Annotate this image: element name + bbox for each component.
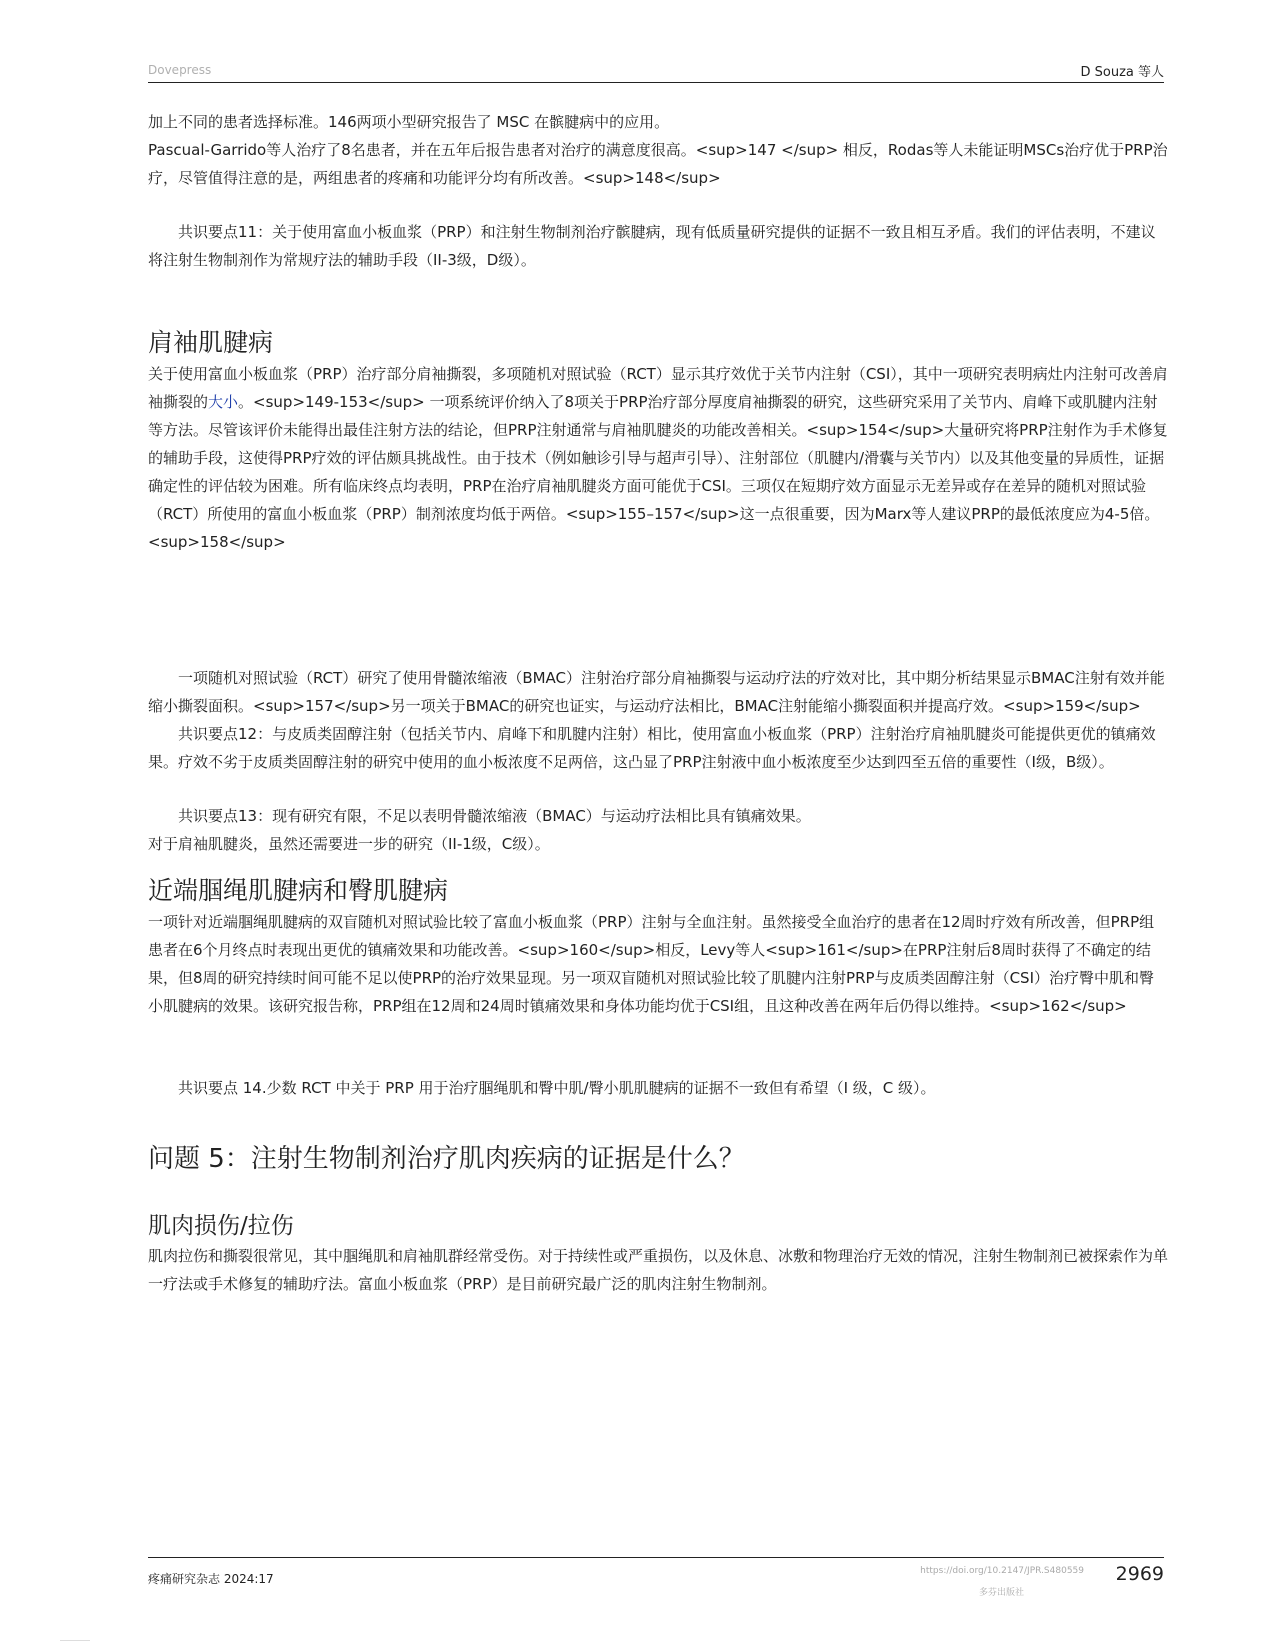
subsection-heading-muscle: 肌肉损伤/拉伤 [148,1213,294,1239]
consensus-point-11: 共识要点11：关于使用富血小板血浆（PRP）和注射生物制剂治疗髌腱病，现有低质量研究提供的证据不一致且相互矛盾。我们的评估表明，不建议将注射生物制剂作为常规疗法的辅助手段（II-3级，D级）。 [148,223,1156,269]
consensus-point-14: 共识要点 14.少数 RCT 中关于 PRP 用于治疗腘绳肌和臀中肌/臀小肌肌腱病的证据不一致但有希望（I 级，C 级）。 [178,1079,936,1097]
paragraph-rotator-cuff [148,360,1168,556]
paragraph-text: 。<sup>149-153</sup> 一项系统评价纳入了8项关于PRP治疗部分厚度肩袖撕裂的研究，这些研究采用了关节内、肩峰下或肌腱内注射等方法。尽管该评价未能得出最佳注射方法的结论，但PRP注射通常与肩袖肌腱炎的功能改善相关。<sup>154</sup>大量研究将PRP注射作为手术修复的辅助手段，这使得PRP疗效的评估颇具挑战性。由于技术（例如触诊引导与超声引导）、注射部位（肌腱内/滑囊与关节内）以及其他变量的异质性，证据确定性的评估较为困难。所有临床终点均表明，PRP在治疗肩袖肌腱炎方面可能优于CSI。三项仅在短期疗效方面显示无差异或存在差异的随机对照试验（RCT）所使用的富血小板血浆（PRP）制剂浓度均低于两倍。<sup>155–157</sup>这一点很重要，因为Marx等人建议PRP的最低浓度应为4-5倍。<sup>158</sup> [148,393,1168,551]
section-heading-rotator-cuff: 肩袖肌腱病 [148,328,274,357]
paragraph-hamstring: 一项针对近端腘绳肌腱病的双盲随机对照试验比较了富血小板血浆（PRP）注射与全血注射。虽然接受全血治疗的患者在12周时疗效有所改善，但PRP组患者在6个月终点时表现出更优的镇痛效果和功能改善。<sup>160</sup>相反，Levy等人<sup>161</sup>在PRP注射后8周时获得了不确定的结果，但8周的研究持续时间可能不足以使PRP的治疗效果显现。另一项双盲随机对照试验比较了肌腱内注射PRP与皮质类固醇注射（CSI）治疗臀中肌和臀小肌腱病的效果。该研究报告称，PRP组在12周和24周时镇痛效果和身体功能均优于CSI组，且这种改善在两年后仍得以维持。<sup>162</sup> [148,913,1155,1015]
paragraph-text: 关于使用富血小板血浆（PRP）治疗部分肩袖撕裂，多项随机对照试验（RCT）显示其疗效优于关节内注射（CSI），其中一项研究表明病灶内注射可改善肩袖撕裂的 [148,365,1168,411]
article-body [148,108,1168,1298]
publisher-name: 多芬出版社 [978,1588,1024,1598]
doi-link[interactable]: https://doi.org/10.2147/JPR.S480559 [920,1566,1084,1576]
consensus-point-13: 共识要点13：现有研究有限，不足以表明骨髓浓缩液（BMAC）与运动疗法相比具有镇痛效果。 [178,807,811,825]
paragraph-muscle: 肌肉拉伤和撕裂很常见，其中腘绳肌和肩袖肌群经常受伤。对于持续性或严重损伤，以及休息、冰敷和物理治疗无效的情况，注射生物制剂已被探索作为单一疗法或手术修复的辅助疗法。富血小板血浆（PRP）是目前研究最广泛的肌肉注射生物制剂。 [148,1247,1169,1293]
paragraph: 对于肩袖肌腱炎，虽然还需要进一步的研究（II-1级，C级）。 [148,835,550,853]
running-authors: D Souza 等人 [1080,65,1164,80]
corner-mark [60,1640,90,1641]
inline-link[interactable]: 大小 [208,393,239,411]
page-number: 2969 [1115,1563,1164,1585]
paragraph-bmac: 一项随机对照试验（RCT）研究了使用骨髓浓缩液（BMAC）注射治疗部分肩袖撕裂与运动疗法的疗效对比，其中期分析结果显示BMAC注射有效并能缩小撕裂面积。<sup>157</sup>另一项关于BMAC的研究也证实，与运动疗法相比，BMAC注射能缩小撕裂面积并提高疗效。<sup>159</sup> [148,669,1165,715]
section-heading-hamstring: 近端腘绳肌腱病和臀肌腱病 [148,876,449,905]
page-footer [148,1557,1164,1618]
publisher-brand: Dovepress [148,63,212,77]
paragraph: Pascual-Garrido等人治疗了8名患者，并在五年后报告患者对治疗的满意度很高。<sup>147 </sup> 相反，Rodas等人未能证明MSCs治疗优于PRP治疗，尽管值得注意的是，两组患者的疼痛和功能评分均有所改善。<sup>148</sup> [148,141,1168,187]
page-header [148,58,1164,83]
question-heading-5: 问题 5：注射生物制剂治疗肌肉疾病的证据是什么？ [148,1144,745,1174]
paragraph: 加上不同的患者选择标准。146两项小型研究报告了 MSC 在髌腱病中的应用。 [148,113,670,131]
consensus-point-12: 共识要点12：与皮质类固醇注射（包括关节内、肩峰下和肌腱内注射）相比，使用富血小板血浆（PRP）注射治疗肩袖肌腱炎可能提供更优的镇痛效果。疗效不劣于皮质类固醇注射的研究中使用的血小板浓度不足两倍，这凸显了PRP注射液中血小板浓度至少达到四至五倍的重要性（I级，B级）。 [148,725,1156,771]
journal-citation: 疼痛研究杂志 2024:17 [148,1572,274,1586]
